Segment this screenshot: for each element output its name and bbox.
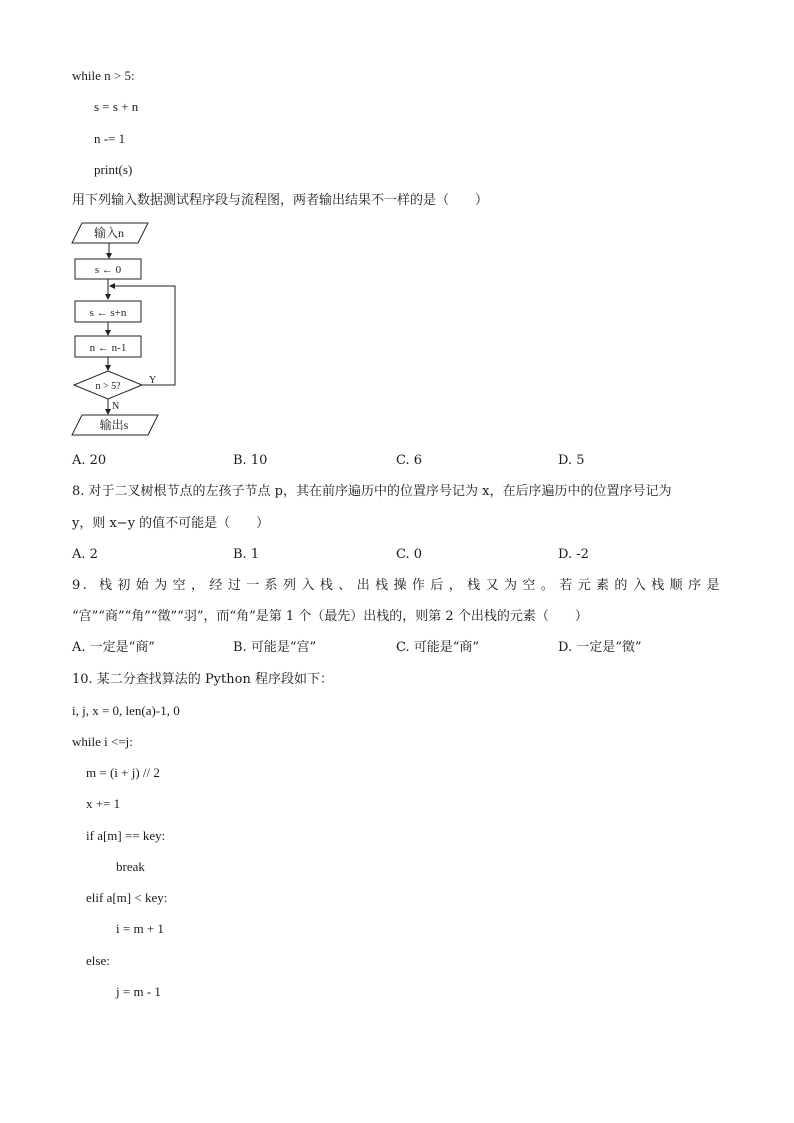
question-9-option-d: D. 一定是“徵”: [558, 640, 642, 655]
flowchart-step1-label: s ← s+n: [89, 307, 127, 319]
question-8-option-b: B. 1: [233, 547, 260, 562]
question-9-stem-line1: 9. 栈初始为空，经过一系列入栈、出栈操作后，栈又为空。若元素的入栈顺序是: [72, 578, 722, 593]
flowchart-input-label: 输入n: [93, 226, 125, 240]
code-line: if a[m] == key:: [86, 828, 166, 843]
flowchart-no-label: N: [112, 401, 120, 412]
code-line: m = (i + j) // 2: [86, 765, 160, 780]
code-line: i = m + 1: [116, 921, 164, 936]
question-7-option-c: C. 6: [396, 453, 423, 468]
code-line: x += 1: [86, 796, 121, 811]
code-line: n -= 1: [94, 131, 126, 146]
question-8-option-d: D. -2: [558, 547, 589, 562]
code-line: print(s): [94, 162, 133, 177]
question-8-option-c: C. 0: [396, 547, 423, 562]
code-line: while i <=j:: [72, 734, 133, 749]
code-line: break: [116, 859, 145, 874]
code-line: elif a[m] < key:: [86, 890, 168, 905]
question-9-option-c: C. 可能是“商”: [396, 640, 480, 655]
question-8-option-a: A. 2: [72, 547, 98, 562]
flowchart-yes-label: Y: [149, 375, 157, 386]
question-7-stem: 用下列输入数据测试程序段与流程图，两者输出结果不一样的是（ ）: [72, 193, 489, 208]
flowchart-output-label: 输出s: [99, 418, 129, 432]
flowchart: [60, 218, 200, 440]
question-7-option-a: A. 20: [72, 453, 107, 468]
question-8-stem-line2: y，则 x−y 的值不可能是（ ）: [72, 516, 270, 531]
flowchart-condition-label: n > 5?: [95, 381, 121, 392]
question-9-option-b: B. 可能是“宫”: [233, 640, 317, 655]
question-10-stem: 10. 某二分查找算法的 Python 程序段如下：: [72, 672, 333, 687]
code-line: i, j, x = 0, len(a)-1, 0: [72, 703, 180, 718]
question-8-stem-line1: 8. 对于二叉树根节点的左孩子节点 p，其在前序遍历中的位置序号记为 x，在后序遍历中的位置序号记为: [72, 484, 672, 499]
code-line: s = s + n: [94, 99, 139, 114]
code-line: j = m - 1: [116, 984, 161, 999]
question-9-option-a: A. 一定是“商”: [72, 640, 155, 655]
question-7-option-b: B. 10: [233, 453, 268, 468]
flowchart-step2-label: n ← n-1: [89, 342, 127, 354]
flowchart-init-label: s ← 0: [94, 264, 122, 276]
code-line: else:: [86, 953, 110, 968]
question-7-option-d: D. 5: [558, 453, 585, 468]
question-9-stem-line2: “宫”“商”“角”“徵”“羽”，而“角”是第 1 个（最先）出栈的，则第 2 个出栈的元素（ ）: [72, 609, 588, 624]
code-line: while n > 5:: [72, 68, 135, 83]
